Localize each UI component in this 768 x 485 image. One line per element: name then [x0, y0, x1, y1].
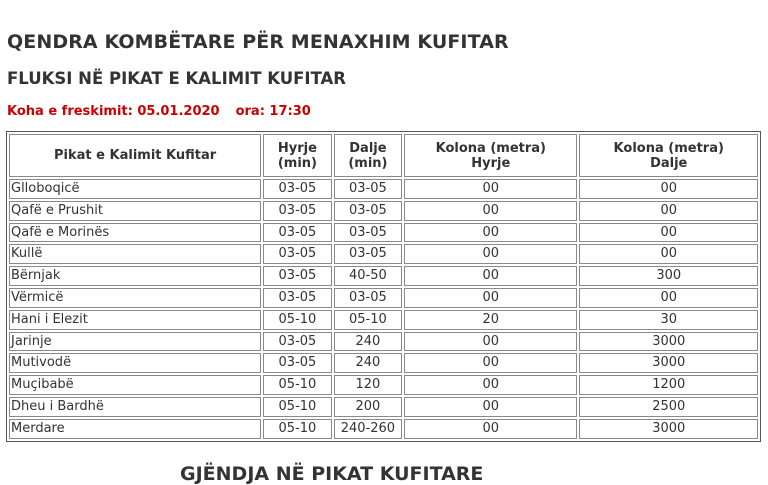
table-row	[9, 332, 758, 352]
exit-wait-cell: 03-05	[334, 201, 402, 221]
crossing-point-name: Jarinje	[9, 332, 261, 352]
crossing-point-name: Glloboqicë	[9, 179, 261, 199]
entry-queue-cell: 00	[404, 353, 577, 373]
column-header	[334, 134, 402, 177]
exit-queue-cell: 00	[579, 288, 758, 308]
exit-wait-cell: 240	[334, 332, 402, 352]
exit-queue-cell: 00	[579, 223, 758, 243]
page-subtitle: FLUKSI NË PIKAT E KALIMIT KUFITAR	[7, 69, 347, 88]
column-header	[579, 134, 758, 177]
entry-wait-cell: 03-05	[263, 244, 331, 264]
entry-wait-cell: 03-05	[263, 332, 331, 352]
exit-wait-cell: 03-05	[334, 244, 402, 264]
crossing-point-name: Qafë e Morinës	[9, 223, 261, 243]
table-row	[9, 310, 758, 330]
entry-wait-cell: 05-10	[263, 419, 331, 439]
exit-wait-cell: 03-05	[334, 179, 402, 199]
update-date: Koha e freskimit: 05.01.2020	[7, 104, 220, 119]
update-time: ora: 17:30	[235, 104, 311, 119]
column-header-label: Dalje	[349, 140, 387, 156]
crossing-point-name: Vërmicë	[9, 288, 261, 308]
crossing-point-name: Hani i Elezit	[9, 310, 261, 330]
exit-wait-cell: 240	[334, 353, 402, 373]
exit-queue-cell: 00	[579, 244, 758, 264]
table-row	[9, 288, 758, 308]
exit-wait-cell: 40-50	[334, 266, 402, 286]
table-header-row	[9, 134, 758, 177]
entry-queue-cell: 00	[404, 419, 577, 439]
crossing-point-name: Qafë e Prushit	[9, 201, 261, 221]
table-row	[9, 201, 758, 221]
column-header-label: Hyrje	[277, 140, 317, 156]
entry-queue-cell: 00	[404, 332, 577, 352]
exit-queue-cell: 300	[579, 266, 758, 286]
exit-queue-cell: 00	[579, 201, 758, 221]
column-header-label: Kolona (metra)	[613, 140, 724, 156]
table-row	[9, 353, 758, 373]
table-row	[9, 266, 758, 286]
exit-wait-cell: 240-260	[334, 419, 402, 439]
border-flux-table	[6, 131, 761, 442]
entry-queue-cell: 00	[404, 266, 577, 286]
column-header	[9, 134, 261, 177]
crossing-point-name: Mutivodë	[9, 353, 261, 373]
column-header	[404, 134, 577, 177]
table-row	[9, 419, 758, 439]
entry-queue-cell: 20	[404, 310, 577, 330]
entry-wait-cell: 03-05	[263, 288, 331, 308]
crossing-point-name: Kullë	[9, 244, 261, 264]
table-row	[9, 223, 758, 243]
entry-queue-cell: 00	[404, 288, 577, 308]
entry-wait-cell: 03-05	[263, 266, 331, 286]
table-row	[9, 244, 758, 264]
footer-heading: GJËNDJA NË PIKAT KUFITARE	[180, 463, 484, 485]
entry-queue-cell: 00	[404, 397, 577, 417]
exit-queue-cell: 30	[579, 310, 758, 330]
exit-queue-cell: 00	[579, 179, 758, 199]
entry-queue-cell: 00	[404, 179, 577, 199]
exit-queue-cell: 3000	[579, 353, 758, 373]
exit-queue-cell: 3000	[579, 419, 758, 439]
entry-queue-cell: 00	[404, 201, 577, 221]
exit-wait-cell: 05-10	[334, 310, 402, 330]
entry-queue-cell: 00	[404, 375, 577, 395]
table-row	[9, 397, 758, 417]
entry-queue-cell: 00	[404, 244, 577, 264]
entry-wait-cell: 03-05	[263, 353, 331, 373]
table-row	[9, 179, 758, 199]
column-header-label: Pikat e Kalimit Kufitar	[54, 148, 217, 163]
column-header-label: Dalje	[650, 155, 688, 171]
exit-wait-cell: 120	[334, 375, 402, 395]
exit-queue-cell: 1200	[579, 375, 758, 395]
column-header-label: Kolona (metra)	[435, 140, 546, 156]
page-title: QENDRA KOMBËTARE PËR MENAXHIM KUFITAR	[7, 31, 509, 53]
entry-wait-cell: 05-10	[263, 397, 331, 417]
entry-wait-cell: 05-10	[263, 310, 331, 330]
column-header-label: Hyrje	[471, 155, 511, 171]
crossing-point-name: Bërnjak	[9, 266, 261, 286]
exit-wait-cell: 200	[334, 397, 402, 417]
crossing-point-name: Merdare	[9, 419, 261, 439]
exit-wait-cell: 03-05	[334, 288, 402, 308]
entry-wait-cell: 05-10	[263, 375, 331, 395]
crossing-point-name: Muçibabë	[9, 375, 261, 395]
crossing-point-name: Dheu i Bardhë	[9, 397, 261, 417]
entry-queue-cell: 00	[404, 223, 577, 243]
entry-wait-cell: 03-05	[263, 179, 331, 199]
table-row	[9, 375, 758, 395]
update-timestamp	[7, 104, 311, 119]
exit-wait-cell: 03-05	[334, 223, 402, 243]
column-header-label: (min)	[348, 155, 388, 171]
column-header	[263, 134, 331, 177]
table-body	[9, 179, 758, 439]
exit-queue-cell: 2500	[579, 397, 758, 417]
exit-queue-cell: 3000	[579, 332, 758, 352]
entry-wait-cell: 03-05	[263, 201, 331, 221]
column-header-label: (min)	[277, 155, 317, 171]
entry-wait-cell: 03-05	[263, 223, 331, 243]
